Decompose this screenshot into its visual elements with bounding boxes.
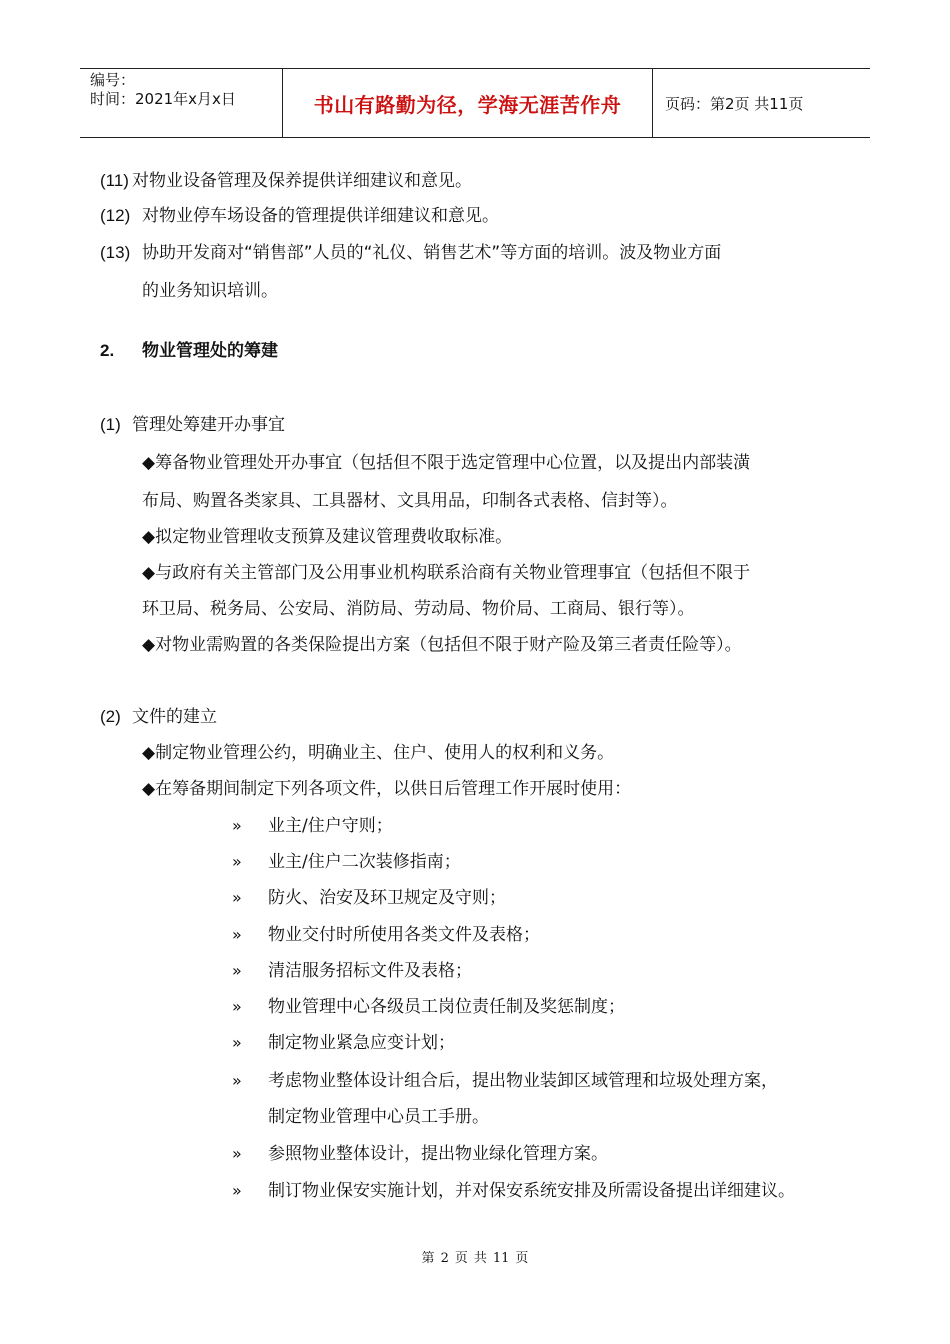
- bullet-item: ◆筹备物业管理处开办事宜（包括但不限于选定管理中心位置，以及提出内部装潢: [142, 453, 751, 473]
- item-text-continued: 的业务知识培训。: [142, 281, 278, 301]
- list-item: 物业交付时所使用各类文件及表格；: [268, 925, 540, 945]
- list-item: 制订物业保安实施计划，并对保安系统安排及所需设备提出详细建议。: [268, 1181, 795, 1201]
- list-item: 参照物业整体设计，提出物业绿化管理方案。: [268, 1144, 608, 1164]
- item-number: (11): [100, 171, 129, 190]
- list-item: 考虑物业整体设计组合后，提出物业装卸区域管理和垃圾处理方案，: [268, 1071, 778, 1091]
- header-page-cell: [653, 69, 870, 137]
- bullet-item: ◆在筹备期间制定下列各项文件，以供日后管理工作开展时使用：: [142, 779, 632, 799]
- subsection-number: (2): [100, 707, 121, 726]
- list-item-continued: 制定物业管理中心员工手册。: [268, 1107, 489, 1127]
- footer-text: 页: [515, 1251, 529, 1266]
- footer-total-pages: 11: [492, 1251, 510, 1266]
- item-text: 协助开发商对“销售部”人员的“礼仪、销售艺术”等方面的培训。波及物业方面: [142, 243, 722, 263]
- list-marker: »: [232, 961, 242, 980]
- list-item: 业主/住户守则；: [268, 816, 393, 836]
- subsection-number: (1): [100, 415, 121, 434]
- list-marker: »: [232, 1144, 242, 1163]
- bullet-item-continued: 布局、购置各类家具、工具器材、文具用品，印制各式表格、信封等）。: [142, 491, 678, 511]
- time-label: 时间：2021年x月x日: [90, 90, 236, 108]
- item-number: (12): [100, 206, 131, 225]
- subsection-title: 文件的建立: [132, 707, 217, 727]
- list-item: 业主/住户二次装修指南；: [268, 852, 461, 872]
- bullet-item: ◆与政府有关主管部门及公用事业机构联系洽商有关物业管理事宜（包括但不限于: [142, 563, 751, 583]
- header-left-cell: [80, 69, 282, 137]
- footer-text: 页: [454, 1251, 468, 1266]
- page-footer: [0, 1247, 950, 1266]
- item-text: 对物业停车场设备的管理提供详细建议和意见。: [142, 206, 499, 226]
- list-marker: »: [232, 1181, 242, 1200]
- footer-text: 第: [421, 1251, 435, 1266]
- list-marker: »: [232, 888, 242, 907]
- subsection-title: 管理处筹建开办事宜: [132, 415, 285, 435]
- bullet-item: ◆对物业需购置的各类保险提出方案（包括但不限于财产险及第三者责任险等）。: [142, 635, 742, 655]
- number-label: 编号：: [90, 71, 136, 89]
- list-marker: »: [232, 852, 242, 871]
- item-number: (13): [100, 243, 131, 262]
- bullet-item: ◆制定物业管理公约，明确业主、住户、使用人的权利和义务。: [142, 743, 615, 763]
- header-motto-cell: [282, 69, 653, 137]
- list-marker: »: [232, 1033, 242, 1052]
- list-item: 清洁服务招标文件及表格；: [268, 961, 472, 981]
- section-number: 2.: [100, 341, 115, 360]
- item-text: 对物业设备管理及保养提供详细建议和意见。: [132, 171, 472, 191]
- list-marker: »: [232, 997, 242, 1016]
- list-marker: »: [232, 925, 242, 944]
- list-marker: »: [232, 816, 242, 835]
- document-header: [80, 68, 870, 138]
- bullet-item-continued: 环卫局、税务局、公安局、消防局、劳动局、物价局、工商局、银行等）。: [142, 599, 695, 619]
- motto-text: 书山有路勤为径，学海无涯苦作舟: [313, 92, 622, 117]
- footer-page-number: 2: [440, 1251, 449, 1266]
- list-item: 防火、治安及环卫规定及守则；: [268, 888, 506, 908]
- list-item: 物业管理中心各级员工岗位责任制及奖惩制度；: [268, 997, 625, 1017]
- list-item: 制定物业紧急应变计划；: [268, 1033, 455, 1053]
- page-code: 页码：第2页 共11页: [665, 94, 804, 113]
- footer-text: 共: [473, 1251, 487, 1266]
- section-title: 物业管理处的筹建: [142, 341, 278, 361]
- bullet-item: ◆拟定物业管理收支预算及建议管理费收取标准。: [142, 527, 513, 547]
- list-marker: »: [232, 1071, 242, 1090]
